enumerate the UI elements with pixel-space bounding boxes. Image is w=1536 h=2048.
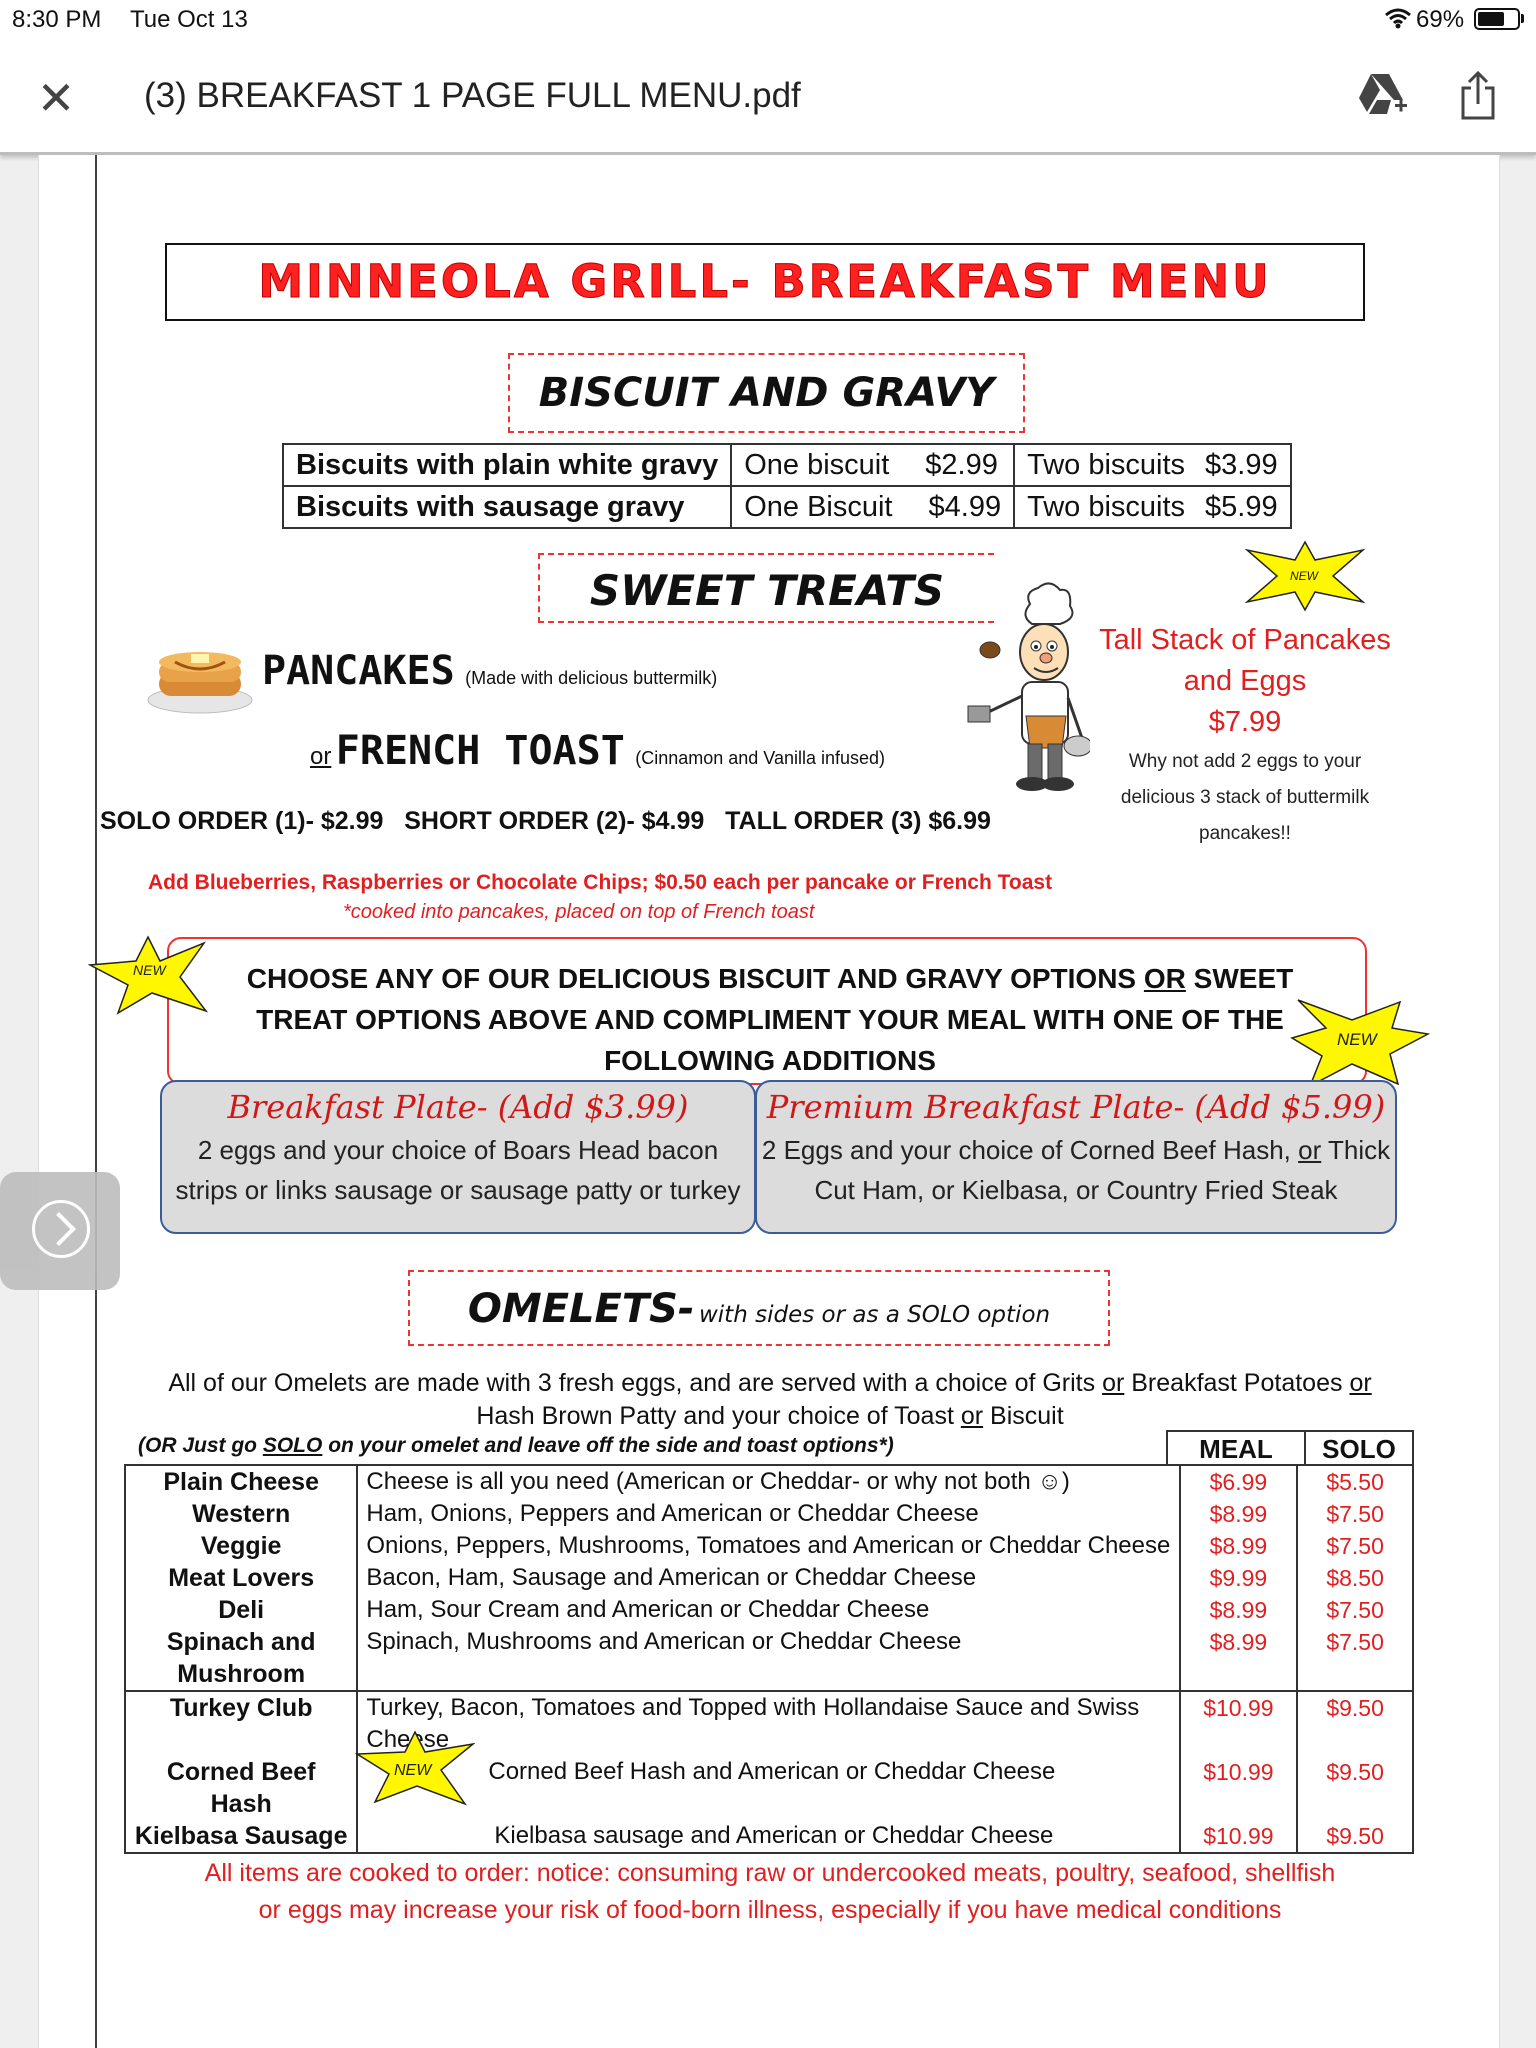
document-title: (3) BREAKFAST 1 PAGE FULL MENU.pdf [144, 76, 801, 115]
premium-line1-or: or [1298, 1135, 1322, 1165]
additions-line1-or: OR [1143, 963, 1186, 994]
omelet-name: Deli [125, 1594, 357, 1626]
breakfast-plate-line1: 2 eggs and your choice of Boars Head bacon [197, 1135, 719, 1165]
omelet-meal-price: $6.99 [1180, 1465, 1298, 1498]
table-row [125, 1691, 1413, 1756]
battery-level [1478, 12, 1504, 26]
pancake-stack-image [145, 640, 255, 716]
table-row [125, 1465, 1413, 1498]
one-biscuit-label: One Biscuit [744, 490, 893, 523]
table-row [125, 1626, 1413, 1691]
one-biscuit-cell [731, 444, 1014, 486]
additions-line1 [200, 958, 1340, 999]
breakfast-plate-line2: strips or links sausage or sausage patty or turkey [175, 1175, 741, 1205]
omelet-meal-price: $8.99 [1180, 1626, 1298, 1691]
omelets-subheading: with sides or as a SOLO option [698, 1302, 1051, 1328]
biscuit-item: Biscuits with plain white gravy [283, 444, 731, 486]
omelet-name: Corned Beef Hash [125, 1756, 357, 1820]
status-date: Tue Oct 13 [130, 6, 248, 33]
omelet-desc: Ham, Sour Cream and American or Cheddar Cheese [357, 1594, 1179, 1626]
table-row [125, 1498, 1413, 1530]
one-biscuit-price: $2.99 [925, 448, 998, 481]
menu-title-box [165, 243, 1365, 321]
meal-column-header: MEAL [1166, 1430, 1306, 1466]
french-toast-label: FRENCH TOAST [335, 728, 625, 774]
order-sizes: SOLO ORDER (1)- $2.99 SHORT ORDER (2)- $4.99 TALL ORDER (3) $6.99 [100, 807, 991, 835]
addons-note: *cooked into pancakes, placed on top of French toast [343, 901, 815, 923]
intro2-or: or [960, 1402, 984, 1430]
solo-note-b: on your omelet and leave off the side and toast options*) [322, 1434, 894, 1457]
intro1-b: Breakfast Potatoes [1124, 1369, 1350, 1397]
omelet-name: Veggie [125, 1530, 357, 1562]
table-row [125, 1756, 1413, 1820]
omelet-meal-price: $10.99 [1180, 1691, 1298, 1756]
intro1-or2: or [1349, 1369, 1372, 1397]
one-biscuit-price: $4.99 [928, 490, 1002, 523]
omelet-solo-price: $9.50 [1297, 1756, 1413, 1820]
two-biscuit-cell [1014, 444, 1291, 486]
biscuit-heading: BISCUIT AND GRAVY [538, 370, 995, 416]
omelet-desc: Ham, Onions, Peppers and American or Cheddar Cheese [357, 1498, 1179, 1530]
special-desc2: delicious 3 stack of buttermilk [1120, 787, 1370, 808]
intro1-a: All of our Omelets are made with 3 fresh eggs, and are served with a choice of Grits [168, 1369, 1103, 1397]
omelet-name: Western [125, 1498, 357, 1530]
breakfast-plate-heading: Breakfast Plate- (Add $3.99) [227, 1088, 689, 1126]
omelet-solo-price: $7.50 [1297, 1498, 1413, 1530]
omelet-desc: Turkey, Bacon, Tomatoes and Topped with Hollandaise Sauce and Swiss Cheese [357, 1691, 1179, 1756]
premium-plate-line2: Cut Ham, or Kielbasa, or Country Fried Steak [814, 1175, 1338, 1205]
special-desc1: Why not add 2 eggs to your [1128, 751, 1362, 772]
special-line1: Tall Stack of Pancakes [1099, 624, 1391, 656]
omelets-heading-line [410, 1272, 1108, 1355]
status-time: 8:30 PM [12, 6, 102, 33]
two-biscuit-label: Two biscuits [1027, 448, 1186, 481]
premium-plate-line1 [757, 1130, 1395, 1170]
biscuit-heading-box [508, 353, 1025, 433]
omelet-name: Kielbasa Sausage [125, 1820, 357, 1853]
omelets-intro-line1 [150, 1367, 1390, 1400]
new-badge-omelet: NEW [394, 1762, 432, 1779]
omelet-meal-price: $8.99 [1180, 1530, 1298, 1562]
next-page-button[interactable] [0, 1172, 120, 1290]
status-bar [0, 0, 1536, 40]
french-toast-note: (Cinnamon and Vanilla infused) [635, 748, 886, 768]
two-biscuit-price: $3.99 [1205, 448, 1278, 481]
disclaimer-line2: or eggs may increase your risk of food-born illness, especially if you have medical conditions [258, 1896, 1282, 1924]
new-badge-left: NEW [133, 962, 166, 978]
omelet-meal-price: $8.99 [1180, 1498, 1298, 1530]
omelet-solo-price: $9.50 [1297, 1820, 1413, 1853]
table-row [125, 1594, 1413, 1626]
battery-percent: 69% [1416, 6, 1465, 33]
omelet-desc: Kielbasa sausage and American or Cheddar Cheese [357, 1820, 1179, 1853]
solo-column-header: SOLO [1304, 1430, 1414, 1466]
omelet-meal-price: $9.99 [1180, 1562, 1298, 1594]
additions-line1-b: SWEET [1185, 963, 1294, 994]
additions-line2: TREAT OPTIONS ABOVE AND COMPLIMENT YOUR MEAL WITH ONE OF THE [256, 1004, 1284, 1035]
omelet-name: Turkey Club [125, 1691, 357, 1756]
omelet-name: Meat Lovers [125, 1562, 357, 1594]
table-row [125, 1530, 1413, 1562]
omelet-desc: Corned Beef Hash and American or Cheddar Cheese [357, 1756, 1179, 1820]
intro2-b: Biscuit [983, 1402, 1064, 1430]
new-badge-special: NEW [1290, 569, 1318, 583]
or-label: or [310, 743, 332, 770]
omelets-intro [150, 1367, 1390, 1433]
pancakes-line [262, 648, 717, 694]
new-badge-right: NEW [1337, 1030, 1377, 1049]
omelet-name-line2: Mushroom [177, 1660, 306, 1688]
omelet-solo-price: $7.50 [1297, 1594, 1413, 1626]
omelet-name-cell [125, 1626, 357, 1691]
table-row [125, 1562, 1413, 1594]
share-icon[interactable] [1458, 68, 1498, 122]
sweet-treats-heading-box [538, 553, 994, 623]
page-margin-line [95, 155, 97, 2048]
breakfast-plate-desc [162, 1130, 754, 1210]
omelet-meal-price: $8.99 [1180, 1594, 1298, 1626]
special-description [1095, 744, 1395, 852]
two-biscuit-price: $5.99 [1205, 490, 1278, 523]
one-biscuit-label: One biscuit [744, 448, 890, 481]
disclaimer-line1: All items are cooked to order: notice: consuming raw or undercooked meats, poultry, seafood, shellfish [204, 1859, 1336, 1887]
omelet-solo-price: $8.50 [1297, 1562, 1413, 1594]
battery-icon [1474, 8, 1520, 30]
solo-note-solo: SOLO [262, 1434, 323, 1457]
omelet-solo-price: $5.50 [1297, 1465, 1413, 1498]
omelet-solo-price: $7.50 [1297, 1626, 1413, 1691]
solo-note-a: (OR Just go [138, 1434, 263, 1457]
french-toast-line [310, 728, 885, 774]
omelets-intro-line2 [150, 1400, 1390, 1433]
chevron-right-icon [32, 1200, 90, 1258]
omelet-desc: Spinach, Mushrooms and American or Cheddar Cheese [357, 1626, 1179, 1691]
wifi-icon [1384, 6, 1412, 30]
breakfast-plate-box [160, 1080, 756, 1234]
special-line2: and Eggs [1183, 665, 1307, 697]
omelet-meal-price: $10.99 [1180, 1820, 1298, 1853]
add-to-drive-icon[interactable] [1355, 70, 1409, 120]
biscuit-table [282, 443, 1292, 529]
two-biscuit-label: Two biscuits [1027, 490, 1186, 523]
menu-title: MINNEOLA GRILL- BREAKFAST MENU [258, 255, 1272, 308]
biscuit-item: Biscuits with sausage gravy [283, 486, 731, 528]
omelet-desc: Cheese is all you need (American or Cheddar- or why not both ☺) [357, 1465, 1179, 1498]
special-block [1095, 620, 1395, 743]
additions-line3: FOLLOWING ADDITIONS [604, 1045, 936, 1076]
special-desc3: pancakes!! [1199, 823, 1291, 844]
omelets-heading: OMELETS- [467, 1286, 695, 1332]
special-price: $7.99 [1208, 706, 1282, 738]
document-title-bar [0, 40, 1536, 155]
pancakes-note: (Made with delicious buttermilk) [465, 668, 718, 688]
close-icon[interactable]: ✕ [36, 72, 76, 124]
omelet-solo-price: $7.50 [1297, 1530, 1413, 1562]
battery-tip [1521, 14, 1524, 23]
omelets-heading-box [408, 1270, 1110, 1346]
omelet-name: Plain Cheese [125, 1465, 357, 1498]
omelet-meal-price: $10.99 [1180, 1756, 1298, 1820]
table-row [125, 1820, 1413, 1853]
table-row [283, 444, 1291, 486]
omelets-table [124, 1464, 1414, 1854]
premium-plate-heading: Premium Breakfast Plate- (Add $5.99) [766, 1088, 1386, 1126]
disclaimer [120, 1855, 1420, 1929]
premium-plate-desc [757, 1130, 1395, 1210]
two-biscuit-cell [1014, 486, 1291, 528]
premium-line1-b: Thick [1321, 1135, 1391, 1165]
omelet-desc: Onions, Peppers, Mushrooms, Tomatoes and American or Cheddar Cheese [357, 1530, 1179, 1562]
addons-text: Add Blueberries, Raspberries or Chocolate Chips; $0.50 each per pancake or French Toast [148, 871, 1053, 894]
premium-line1-a: 2 Eggs and your choice of Corned Beef Hash, [761, 1135, 1299, 1165]
additions-text [200, 958, 1340, 1081]
omelet-name: Spinach and [166, 1628, 316, 1656]
additions-line1-a: CHOOSE ANY OF OUR DELICIOUS BISCUIT AND GRAVY OPTIONS [246, 963, 1144, 994]
premium-plate-box [755, 1080, 1397, 1234]
chef-mascot-image [960, 578, 1090, 806]
table-row [283, 486, 1291, 528]
pancakes-label: PANCAKES [262, 648, 455, 694]
omelet-solo-price: $9.50 [1297, 1691, 1413, 1756]
omelet-desc: Bacon, Ham, Sausage and American or Cheddar Cheese [357, 1562, 1179, 1594]
solo-note [138, 1434, 894, 1458]
sweet-treats-heading: SWEET TREATS [589, 566, 945, 615]
intro1-or1: or [1102, 1369, 1125, 1397]
intro2-a: Hash Brown Patty and your choice of Toast [476, 1402, 961, 1430]
one-biscuit-cell [731, 486, 1014, 528]
